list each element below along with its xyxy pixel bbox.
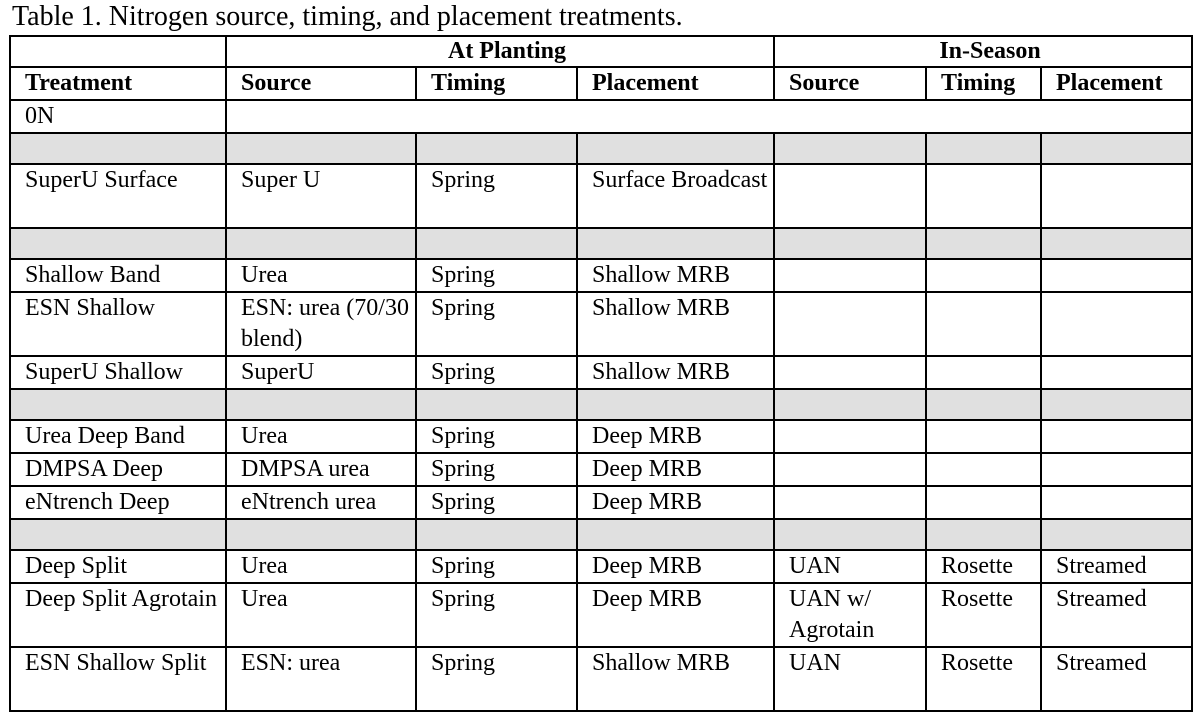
separator-cell [1041, 389, 1192, 420]
group-header-in-season: In-Season [774, 36, 1192, 67]
separator-cell [10, 389, 226, 420]
separator-cell [774, 228, 926, 259]
inseason-source-cell [774, 356, 926, 389]
treatment-cell: SuperU Shallow [10, 356, 226, 389]
separator-cell [774, 133, 926, 164]
treatment-cell: DMPSA Deep [10, 453, 226, 486]
separator-cell [416, 228, 577, 259]
separator-cell [226, 519, 416, 550]
inseason-timing-cell [926, 292, 1041, 356]
separator-cell [774, 519, 926, 550]
separator-cell [926, 519, 1041, 550]
inseason-source-cell: UAN [774, 647, 926, 711]
treatment-cell: Shallow Band [10, 259, 226, 292]
separator-cell [577, 228, 774, 259]
separator-cell [926, 133, 1041, 164]
treatment-cell: 0N [10, 100, 226, 133]
planting-timing-cell: Spring [416, 550, 577, 583]
planting-source-cell: ESN: urea (70/30 blend) [226, 292, 416, 356]
planting-source-cell: Urea [226, 420, 416, 453]
planting-placement-cell: Shallow MRB [577, 647, 774, 711]
separator-cell [577, 389, 774, 420]
table-row [10, 486, 1192, 519]
separator-cell [226, 389, 416, 420]
separator-row [10, 389, 1192, 420]
separator-cell [226, 133, 416, 164]
planting-placement-cell: Surface Broadcast [577, 164, 774, 228]
inseason-placement-cell [1041, 486, 1192, 519]
planting-timing-cell: Spring [416, 292, 577, 356]
planting-placement-cell: Shallow MRB [577, 259, 774, 292]
inseason-placement-cell [1041, 292, 1192, 356]
planting-source-cell: Urea [226, 550, 416, 583]
planting-source-cell: Super U [226, 164, 416, 228]
inseason-source-cell: UAN [774, 550, 926, 583]
inseason-source-cell [774, 259, 926, 292]
table-row [10, 164, 1192, 228]
separator-cell [226, 228, 416, 259]
inseason-source-cell [774, 486, 926, 519]
inseason-placement-cell [1041, 259, 1192, 292]
planting-source-cell: eNtrench urea [226, 486, 416, 519]
separator-cell [416, 389, 577, 420]
inseason-timing-cell [926, 486, 1041, 519]
separator-row [10, 519, 1192, 550]
treatments-table [9, 35, 1193, 712]
table-row [10, 550, 1192, 583]
treatment-cell: Deep Split [10, 550, 226, 583]
inseason-timing-cell: Rosette [926, 583, 1041, 647]
planting-placement-cell: Deep MRB [577, 583, 774, 647]
column-header-planting-source: Source [226, 67, 416, 100]
separator-cell [1041, 228, 1192, 259]
planting-timing-cell: Spring [416, 259, 577, 292]
separator-cell [926, 389, 1041, 420]
inseason-placement-cell [1041, 164, 1192, 228]
table-caption: Table 1. Nitrogen source, timing, and placement treatments. [12, 1, 683, 32]
group-header-at-planting: At Planting [226, 36, 774, 67]
separator-row [10, 228, 1192, 259]
planting-source-cell: Urea [226, 583, 416, 647]
inseason-placement-cell: Streamed [1041, 647, 1192, 711]
column-header-planting-placement: Placement [577, 67, 774, 100]
column-header-row [10, 67, 1192, 100]
inseason-placement-cell: Streamed [1041, 583, 1192, 647]
separator-cell [10, 519, 226, 550]
inseason-placement-cell [1041, 453, 1192, 486]
planting-timing-cell: Spring [416, 356, 577, 389]
separator-cell [1041, 133, 1192, 164]
inseason-placement-cell [1041, 420, 1192, 453]
treatment-cell: Deep Split Agrotain [10, 583, 226, 647]
planting-timing-cell: Spring [416, 486, 577, 519]
inseason-timing-cell [926, 420, 1041, 453]
column-header-inseason-placement: Placement [1041, 67, 1192, 100]
table-body [10, 36, 1192, 711]
separator-row [10, 133, 1192, 164]
inseason-timing-cell: Rosette [926, 647, 1041, 711]
empty-span-cell [226, 100, 1192, 133]
group-header-row [10, 36, 1192, 67]
table-row [10, 100, 1192, 133]
treatment-cell: ESN Shallow Split [10, 647, 226, 711]
table-row [10, 259, 1192, 292]
planting-source-cell: SuperU [226, 356, 416, 389]
separator-cell [10, 228, 226, 259]
treatment-cell: eNtrench Deep [10, 486, 226, 519]
inseason-source-cell [774, 420, 926, 453]
separator-cell [1041, 519, 1192, 550]
inseason-placement-cell: Streamed [1041, 550, 1192, 583]
column-header-inseason-timing: Timing [926, 67, 1041, 100]
planting-placement-cell: Deep MRB [577, 486, 774, 519]
inseason-placement-cell [1041, 356, 1192, 389]
planting-placement-cell: Shallow MRB [577, 356, 774, 389]
separator-cell [416, 519, 577, 550]
inseason-timing-cell [926, 356, 1041, 389]
table-row [10, 647, 1192, 711]
inseason-timing-cell: Rosette [926, 550, 1041, 583]
planting-timing-cell: Spring [416, 420, 577, 453]
planting-placement-cell: Deep MRB [577, 550, 774, 583]
separator-cell [10, 133, 226, 164]
column-header-treatment: Treatment [10, 67, 226, 100]
treatment-cell: SuperU Surface [10, 164, 226, 228]
inseason-source-cell [774, 164, 926, 228]
separator-cell [577, 133, 774, 164]
planting-timing-cell: Spring [416, 647, 577, 711]
group-header-blank [10, 36, 226, 67]
planting-placement-cell: Shallow MRB [577, 292, 774, 356]
planting-placement-cell: Deep MRB [577, 453, 774, 486]
inseason-source-cell [774, 292, 926, 356]
separator-cell [926, 228, 1041, 259]
planting-source-cell: ESN: urea [226, 647, 416, 711]
inseason-source-cell [774, 453, 926, 486]
table-row [10, 292, 1192, 356]
table-row [10, 453, 1192, 486]
planting-timing-cell: Spring [416, 583, 577, 647]
table-row [10, 583, 1192, 647]
table-row [10, 420, 1192, 453]
treatment-cell: ESN Shallow [10, 292, 226, 356]
separator-cell [416, 133, 577, 164]
inseason-timing-cell [926, 453, 1041, 486]
column-header-inseason-source: Source [774, 67, 926, 100]
planting-source-cell: DMPSA urea [226, 453, 416, 486]
planting-source-cell: Urea [226, 259, 416, 292]
planting-timing-cell: Spring [416, 453, 577, 486]
planting-placement-cell: Deep MRB [577, 420, 774, 453]
inseason-timing-cell [926, 164, 1041, 228]
inseason-source-cell: UAN w/ Agrotain [774, 583, 926, 647]
treatment-cell: Urea Deep Band [10, 420, 226, 453]
column-header-planting-timing: Timing [416, 67, 577, 100]
inseason-timing-cell [926, 259, 1041, 292]
separator-cell [774, 389, 926, 420]
table-row [10, 356, 1192, 389]
planting-timing-cell: Spring [416, 164, 577, 228]
separator-cell [577, 519, 774, 550]
